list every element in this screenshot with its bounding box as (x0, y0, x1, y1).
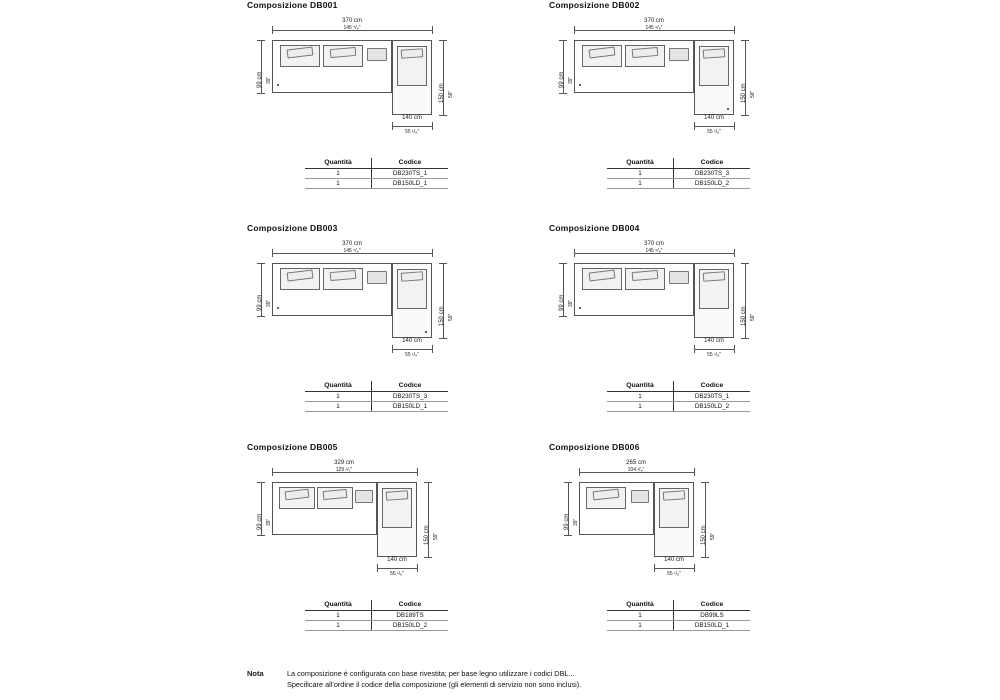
dim-tick (564, 535, 572, 536)
dim-height-left-in: 39" (573, 518, 579, 526)
quantity-table (305, 600, 448, 631)
dim-height-right-cm: 150 cm (424, 525, 430, 545)
dim-tick (574, 249, 575, 257)
dim-height-left-cm: 99 cm (559, 71, 565, 88)
cell-code: DB99LS (674, 611, 751, 621)
dim-height-left-cm: 99 cm (257, 513, 263, 530)
table-header-code: Codice (372, 158, 449, 169)
dim-tick (257, 40, 265, 41)
dim-tick (559, 93, 567, 94)
quantity-table (607, 158, 750, 189)
dim-height-right-line (428, 482, 429, 557)
quantity-table (607, 381, 750, 412)
dim-height-right-in: 59" (750, 313, 756, 321)
dim-chaise-in: 55 ¹/₈" (707, 352, 721, 358)
dim-chaise-line (392, 349, 432, 350)
dim-chaise-in: 55 ¹/₈" (390, 571, 404, 577)
dim-height-right-in: 59" (448, 90, 454, 98)
composition-db005 (247, 442, 477, 642)
table-row (305, 621, 448, 631)
table-row (607, 179, 750, 189)
table-header-qty: Quantità (305, 158, 372, 169)
chaise-pillow (663, 490, 686, 501)
cell-code: DB150LD_2 (674, 179, 751, 189)
anchor-dot (727, 108, 729, 110)
dim-height-right-in: 59" (710, 532, 716, 540)
table-header-code: Codice (372, 381, 449, 392)
dim-tick (432, 26, 433, 34)
dim-tick (272, 249, 273, 257)
dim-height-right-line (745, 263, 746, 338)
note-line-2: Specificare all'ordine il codice della composizione (gli elementi di servizio non sono inclusi). (287, 680, 582, 689)
arm-cushion (355, 490, 373, 503)
dim-width-cm: 329 cm (334, 460, 354, 466)
dim-height-right-line (443, 40, 444, 115)
dim-tick (741, 40, 749, 41)
composition-db006 (549, 442, 779, 642)
arm-cushion (367, 271, 387, 284)
cell-code: DB150LD_1 (674, 621, 751, 631)
table-header-code: Codice (674, 381, 751, 392)
dim-chaise-cm: 140 cm (704, 115, 724, 121)
composition-db003 (247, 223, 477, 423)
dim-height-left-cm: 99 cm (257, 71, 263, 88)
composition-title: Composizione DB002 (549, 0, 640, 10)
dim-width-cm: 370 cm (644, 18, 664, 24)
dim-height-left-in: 39" (266, 299, 272, 307)
dim-tick (439, 40, 447, 41)
table-row (607, 402, 750, 412)
dim-chaise-in: 55 ¹/₈" (405, 352, 419, 358)
table-header-code: Codice (674, 600, 751, 611)
dim-tick (564, 482, 572, 483)
dim-chaise-in: 55 ¹/₈" (707, 129, 721, 135)
cell-qty: 1 (305, 402, 372, 412)
composition-title: Composizione DB001 (247, 0, 338, 10)
cell-code: DB230TS_3 (674, 169, 751, 179)
cell-code: DB230TS_1 (372, 169, 449, 179)
cell-code: DB150LD_1 (372, 402, 449, 412)
table-row (607, 621, 750, 631)
dim-chaise-line (654, 568, 694, 569)
cell-qty: 1 (305, 621, 372, 631)
plan-drawing (549, 18, 779, 138)
dim-chaise-line (694, 126, 734, 127)
dim-tick (439, 263, 447, 264)
dim-tick (417, 468, 418, 476)
dim-tick (559, 316, 567, 317)
chaise-pillow (703, 271, 726, 282)
dim-chaise-cm: 140 cm (387, 557, 407, 563)
dim-width-cm: 370 cm (644, 241, 664, 247)
composition-title: Composizione DB005 (247, 442, 338, 452)
cell-qty: 1 (305, 392, 372, 402)
dim-chaise-cm: 140 cm (402, 115, 422, 121)
anchor-dot (579, 307, 581, 309)
anchor-dot (425, 331, 427, 333)
dim-tick (559, 40, 567, 41)
arm-cushion (367, 48, 387, 61)
plan-drawing (247, 460, 477, 580)
dim-tick (741, 263, 749, 264)
dim-height-left-cm: 99 cm (257, 294, 263, 311)
arm-cushion (631, 490, 649, 503)
dim-tick (574, 26, 575, 34)
cell-qty: 1 (305, 611, 372, 621)
chaise-pillow (703, 48, 726, 59)
composition-title: Composizione DB004 (549, 223, 640, 233)
dim-chaise-cm: 140 cm (402, 338, 422, 344)
dim-chaise-line (377, 568, 417, 569)
plan-drawing (549, 241, 779, 361)
table-header-qty: Quantità (607, 158, 674, 169)
table-header-qty: Quantità (607, 600, 674, 611)
dim-height-right-in: 59" (433, 532, 439, 540)
composition-db004 (549, 223, 779, 423)
chaise-pillow (401, 48, 424, 59)
dim-chaise-cm: 140 cm (704, 338, 724, 344)
dim-height-right-line (443, 263, 444, 338)
arm-cushion (669, 48, 689, 61)
composition-title: Composizione DB003 (247, 223, 338, 233)
dim-width-in: 145 ⁵/₈" (343, 248, 361, 254)
cell-code: DB150LD_2 (674, 402, 751, 412)
dim-height-right-cm: 150 cm (439, 83, 445, 103)
dim-width-cm: 265 cm (626, 460, 646, 466)
quantity-table (305, 381, 448, 412)
table-header-qty: Quantità (607, 381, 674, 392)
dim-width-in: 129 ¹/₂" (335, 467, 353, 473)
table-row (607, 169, 750, 179)
table-header-qty: Quantità (305, 600, 372, 611)
plan-drawing (247, 241, 477, 361)
anchor-dot (277, 84, 279, 86)
dim-tick (424, 482, 432, 483)
table-row (305, 169, 448, 179)
dim-tick (257, 93, 265, 94)
dim-tick (694, 468, 695, 476)
dim-width-in: 104 ³/₈" (627, 467, 645, 473)
cell-qty: 1 (305, 169, 372, 179)
dim-height-left-cm: 99 cm (564, 513, 570, 530)
dim-tick (734, 26, 735, 34)
table-row (305, 611, 448, 621)
note-label: Nota (247, 669, 264, 678)
dim-height-left-in: 39" (266, 518, 272, 526)
dim-chaise-in: 55 ¹/₈" (405, 129, 419, 135)
dim-height-right-cm: 150 cm (439, 306, 445, 326)
dim-width-cm: 370 cm (342, 241, 362, 247)
dim-width-cm: 370 cm (342, 18, 362, 24)
dim-chaise-in: 55 ¹/₈" (667, 571, 681, 577)
plan-drawing (549, 460, 779, 580)
dim-height-right-cm: 150 cm (701, 525, 707, 545)
dim-height-left-cm: 99 cm (559, 294, 565, 311)
cell-code: DB230TS_3 (372, 392, 449, 402)
quantity-table (607, 600, 750, 631)
dim-width-in: 145 ⁵/₈" (645, 25, 663, 31)
cell-qty: 1 (607, 392, 674, 402)
dim-width-in: 145 ⁵/₈" (645, 248, 663, 254)
quantity-table (305, 158, 448, 189)
cell-qty: 1 (305, 179, 372, 189)
table-header-code: Codice (674, 158, 751, 169)
dim-tick (257, 316, 265, 317)
dim-tick (432, 249, 433, 257)
table-row (607, 611, 750, 621)
dim-chaise-cm: 140 cm (664, 557, 684, 563)
dim-tick (701, 482, 709, 483)
cell-code: DB150LD_2 (372, 621, 449, 631)
dim-chaise-line (392, 126, 432, 127)
dim-height-left-in: 39" (568, 76, 574, 84)
dim-tick (272, 468, 273, 476)
plan-drawing (247, 18, 477, 138)
arm-cushion (669, 271, 689, 284)
dim-tick (559, 263, 567, 264)
dim-height-right-line (705, 482, 706, 557)
dim-height-right-cm: 150 cm (741, 306, 747, 326)
chaise-pillow (401, 271, 424, 282)
cell-code: DB230TS_1 (674, 392, 751, 402)
cell-qty: 1 (607, 611, 674, 621)
dim-height-right-line (745, 40, 746, 115)
dim-tick (579, 468, 580, 476)
dim-height-left-in: 39" (568, 299, 574, 307)
table-header-qty: Quantità (305, 381, 372, 392)
cell-qty: 1 (607, 179, 674, 189)
composition-db002 (549, 0, 779, 200)
dim-height-right-in: 59" (750, 90, 756, 98)
dim-tick (257, 482, 265, 483)
composition-db001 (247, 0, 477, 200)
cell-qty: 1 (607, 402, 674, 412)
chaise-pillow (386, 490, 409, 501)
dim-tick (257, 263, 265, 264)
note-line-1: La composizione è configurata con base rivestita; per base legno utilizzare i codici DBL... (287, 669, 575, 678)
table-row (305, 402, 448, 412)
dim-height-right-in: 59" (448, 313, 454, 321)
anchor-dot (277, 307, 279, 309)
table-row (305, 392, 448, 402)
dim-tick (734, 249, 735, 257)
table-header-code: Codice (372, 600, 449, 611)
cell-code: DB150LD_1 (372, 179, 449, 189)
cell-code: DB189TS (372, 611, 449, 621)
dim-tick (257, 535, 265, 536)
anchor-dot (579, 84, 581, 86)
table-row (305, 179, 448, 189)
table-row (607, 392, 750, 402)
dim-height-right-cm: 150 cm (741, 83, 747, 103)
dim-height-left-in: 39" (266, 76, 272, 84)
composition-title: Composizione DB006 (549, 442, 640, 452)
cell-qty: 1 (607, 169, 674, 179)
dim-width-in: 145 ⁵/₈" (343, 25, 361, 31)
dim-tick (272, 26, 273, 34)
cell-qty: 1 (607, 621, 674, 631)
dim-chaise-line (694, 349, 734, 350)
